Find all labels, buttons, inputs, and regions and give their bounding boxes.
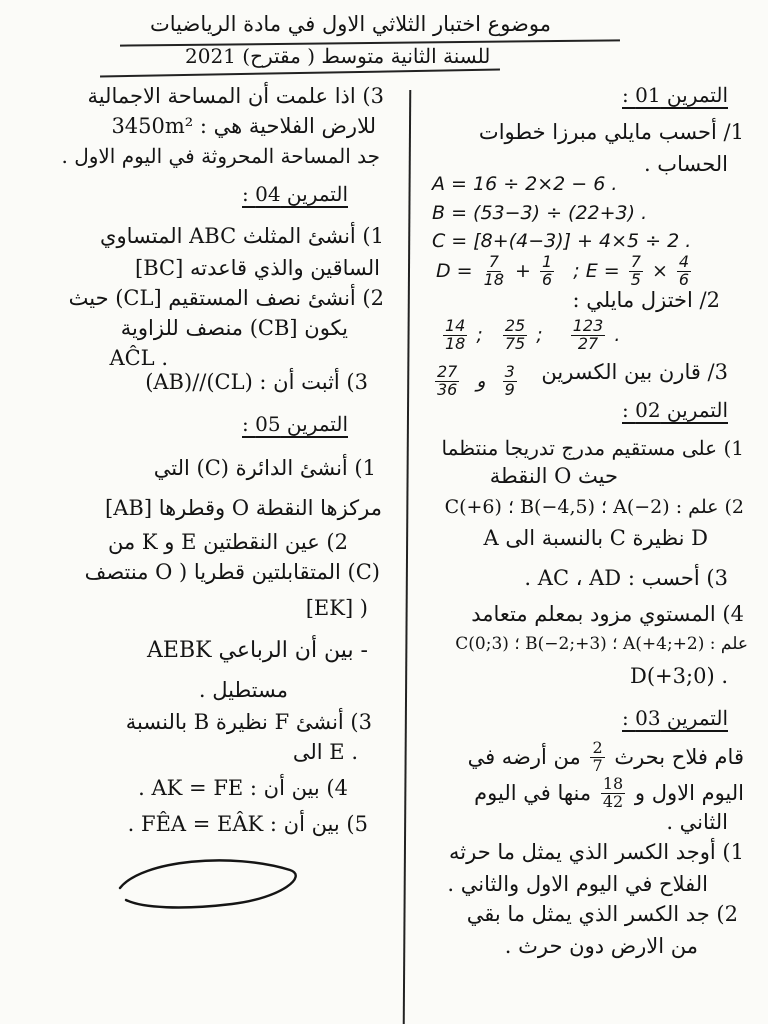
ex02-q3: 3) أحسب : AC ، AD . [524, 566, 728, 590]
exercise-04-title: التمرين 04 : [242, 182, 348, 206]
ex01-q2: 2/ اختزل مايلي : [572, 288, 720, 312]
ex03-line1-text-a: قام فلاح بحرث [614, 744, 744, 769]
expression-b: B = (53−3) ÷ (22+3) . [432, 202, 648, 224]
ex05-q1-line2: مركزها النقطة O وقطرها [AB] [105, 496, 382, 520]
ex04-q3: 3) أثبت أن : (CL)//(AB) [145, 370, 368, 394]
compare-fractions [432, 364, 520, 399]
ex05-q2-line4: - بين أن الرباعي AEBK [147, 638, 368, 663]
exam-title: موضوع اختبار الثلاثي الاول في مادة الرياضيات [150, 12, 551, 36]
simplify-sep-2: ; [536, 323, 543, 346]
ex02-q1-line1: 1) على مستقيم مدرج تدريجا منتظما [441, 436, 744, 460]
ex05-q2-line2: (C) المتقابلتين قطريا ( O منتصف [84, 560, 380, 584]
ex02-q4-line2: علم : A(+4;+2) ؛ B(−2;+3) ؛ C(0;3) [455, 634, 748, 654]
ex03-line2-text-b: منها في اليوم [474, 780, 592, 805]
ex02-q4-line1: 4) المستوي مزود بمعلم متعامد [471, 602, 744, 626]
ex03-line3: الثاني . [666, 810, 728, 834]
expr-e-times: × [651, 259, 668, 282]
ex02-q2b: D نظيرة C بالنسبة الى A [483, 526, 708, 550]
ex04-q1-line1: 1) أنشئ المثلث ABC المتساوي [100, 224, 384, 248]
ex04-q2-line3: . AĈL [109, 346, 168, 370]
simplify-fraction-1: $\frac{14}{18}$ [445, 316, 466, 353]
ex03-q3-line3: جد المساحة المحروثة في اليوم الاول . [61, 144, 380, 168]
ex02-q1-line2: حيث O النقطة [489, 464, 618, 488]
ex03-line2-text-a: اليوم الاول و [634, 780, 744, 805]
ex03-fraction-day1: $\frac{2}{7}$ [592, 738, 603, 775]
compare-fraction-2: $\frac{3}{9}$ [504, 362, 515, 399]
ex05-q5: 5) بين أن : FÊA = EÂK . [127, 812, 368, 836]
expr-e-fraction-2: $\frac{4}{6}$ [678, 252, 690, 289]
expressions-d-e [436, 254, 694, 289]
compare-fraction-1: $\frac{27}{36}$ [437, 362, 458, 399]
simplify-sep-1: ; [476, 323, 483, 346]
exam-subtitle: للسنة الثانية متوسط ( مقترح) 2021 [185, 44, 491, 68]
ex05-q4: 4) بين أن : AK = FE . [138, 776, 348, 800]
ex02-q4-line3: . D(+3;0) [630, 664, 728, 688]
ex04-q2-line1: 2) أنشئ نصف المستقيم [CL) حيث [68, 286, 384, 310]
ex05-q2-line5: مستطيل . [198, 678, 288, 702]
ex01-q1-line2: الحساب . [643, 152, 728, 176]
ex05-q3-line2: . E الى [292, 740, 358, 764]
simplify-fractions [440, 318, 620, 353]
expr-e-prefix: ; E = [573, 259, 620, 282]
ex03-line1 [468, 740, 744, 775]
exercise-05-title: التمرين 05 : [242, 412, 348, 436]
column-divider [403, 90, 412, 1024]
simplify-fraction-3: $\frac{123}{27}$ [572, 316, 604, 353]
ex03-line2 [474, 776, 744, 811]
expr-d-fraction-1: $\frac{7}{18}$ [483, 252, 504, 289]
ex03-fraction-day2: $\frac{18}{42}$ [602, 774, 624, 811]
ex03-q3-line1: 3) اذا علمت أن المساحة الاجمالية [87, 84, 384, 108]
ex05-q2-line3: ( [EK] [305, 596, 368, 620]
simplify-fraction-2: $\frac{25}{75}$ [504, 316, 526, 353]
ex03-q2-line2: من الارض دون حرث . [504, 934, 698, 958]
exercise-02-title: التمرين 02 : [622, 398, 728, 422]
ex03-q2-line1: 2) جد الكسر الذي يمثل ما بقي [466, 902, 738, 926]
expr-e-fraction-1: $\frac{7}{5}$ [630, 252, 641, 289]
subtitle-underline [100, 69, 500, 78]
expr-d-fraction-2: $\frac{1}{6}$ [542, 252, 553, 289]
ex05-q1-line1: 1) أنشئ الدائرة (C) التي [153, 456, 376, 480]
end-scribble-icon [112, 848, 312, 918]
expression-a: A = 16 ÷ 2×2 − 6 . [432, 173, 618, 195]
ex01-q3: 3/ قارن بين الكسرين [541, 360, 728, 384]
ex02-q2: 2) علم : A(−2) ؛ B(−4,5) ؛ C(+6) [444, 496, 744, 518]
expr-d-prefix: D = [436, 259, 473, 282]
ex03-q1-line1: 1) أوجد الكسر الذي يمثل ما حرثه [449, 840, 744, 864]
ex05-q3-line1: 3) أنشئ F نظيرة B بالنسبة [125, 710, 372, 734]
exercise-03-title: التمرين 03 : [622, 706, 728, 730]
ex04-q2-line2: يكون [CB) منصف للزاوية [120, 316, 348, 340]
ex04-q1-line2: الساقين والذي قاعدته [BC] [135, 256, 380, 280]
expression-c: C = [8+(4−3)] + 4×5 ÷ 2 . [432, 230, 692, 252]
ex03-q1-line2: الفلاح في اليوم الاول والثاني . [447, 872, 708, 896]
ex01-q1-line1: 1/ أحسب مايلي مبرزا خطوات [478, 120, 744, 144]
expr-d-plus: + [515, 259, 531, 282]
ex03-line1-text-b: من أرضه في [467, 744, 581, 769]
exercise-01-title: التمرين 01 : [622, 83, 728, 107]
compare-and: و [476, 369, 486, 392]
simplify-end: . [614, 323, 621, 346]
ex05-q2-line1: 2) عين النقطتين E و K من [108, 530, 348, 554]
ex03-q3-line2: للارض الفلاحية هي : 3450m² [111, 114, 376, 138]
